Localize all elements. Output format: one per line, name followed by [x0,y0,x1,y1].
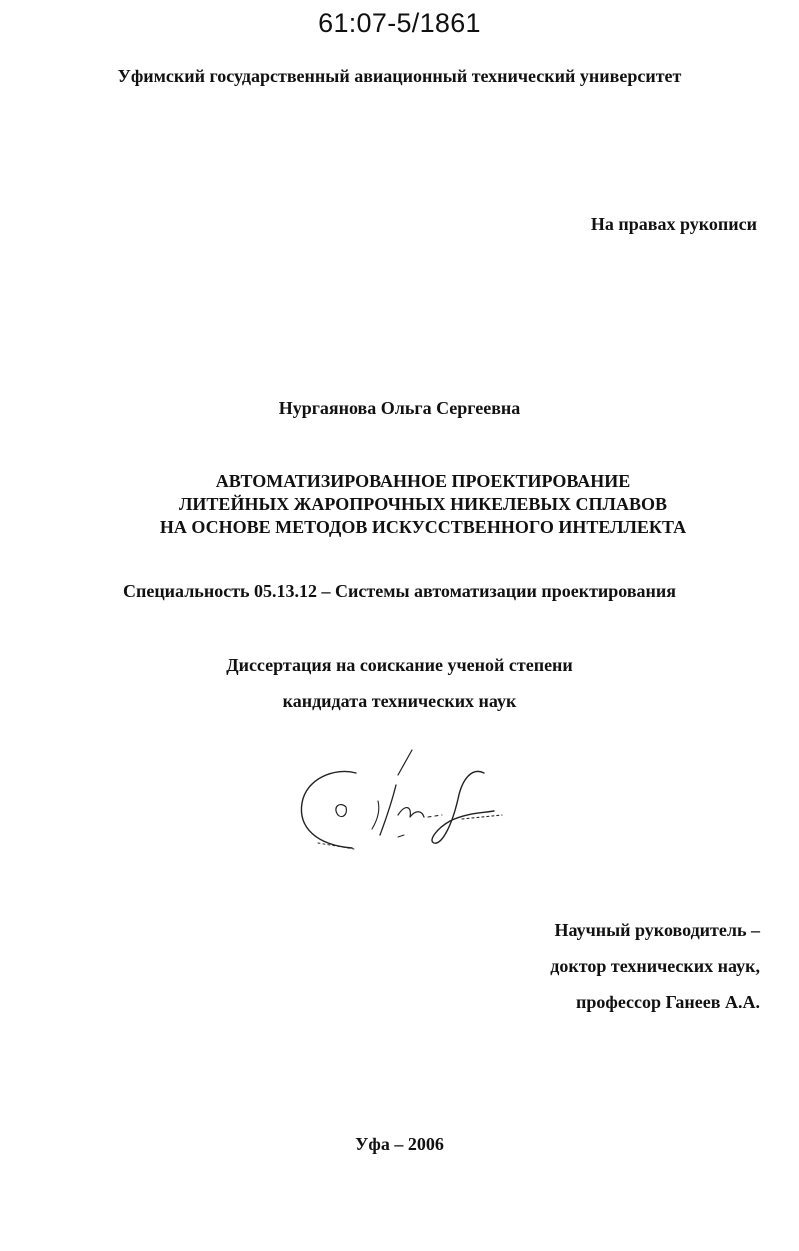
degree-line-2: кандидата технических наук [282,691,517,711]
specialty-line: Специальность 05.13.12 – Системы автоматизации проектирования [122,581,677,601]
title-line-2: ЛИТЕЙНЫХ ЖАРОПРОЧНЫХ НИКЕЛЕВЫХ СПЛАВОВ [179,494,667,514]
supervisor-role: Научный руководитель – [554,920,760,940]
university-name: Уфимский государственный авиационный технический университет [117,66,682,86]
city-year: Уфа – 2006 [355,1134,444,1154]
supervisor-degree: доктор технических наук, [550,956,760,976]
catalog-number: 61:07-5/1861 [318,8,481,38]
supervisor-name: профессор Ганеев А.А. [576,992,760,1012]
dissertation-title [0,470,799,539]
degree-line-1: Диссертация на соискание ученой степени [226,655,573,675]
supervisor-block [550,912,760,1020]
rights-note: На правах рукописи [590,214,757,234]
title-line-3: НА ОСНОВЕ МЕТОДОВ ИСКУССТВЕННОГО ИНТЕЛЛЕКТА [159,517,687,537]
handwritten-signature [294,745,524,855]
author-name: Нургаянова Ольга Сергеевна [278,398,521,418]
title-line-1: АВТОМАТИЗИРОВАННОЕ ПРОЕКТИРОВАНИЕ [215,471,631,491]
